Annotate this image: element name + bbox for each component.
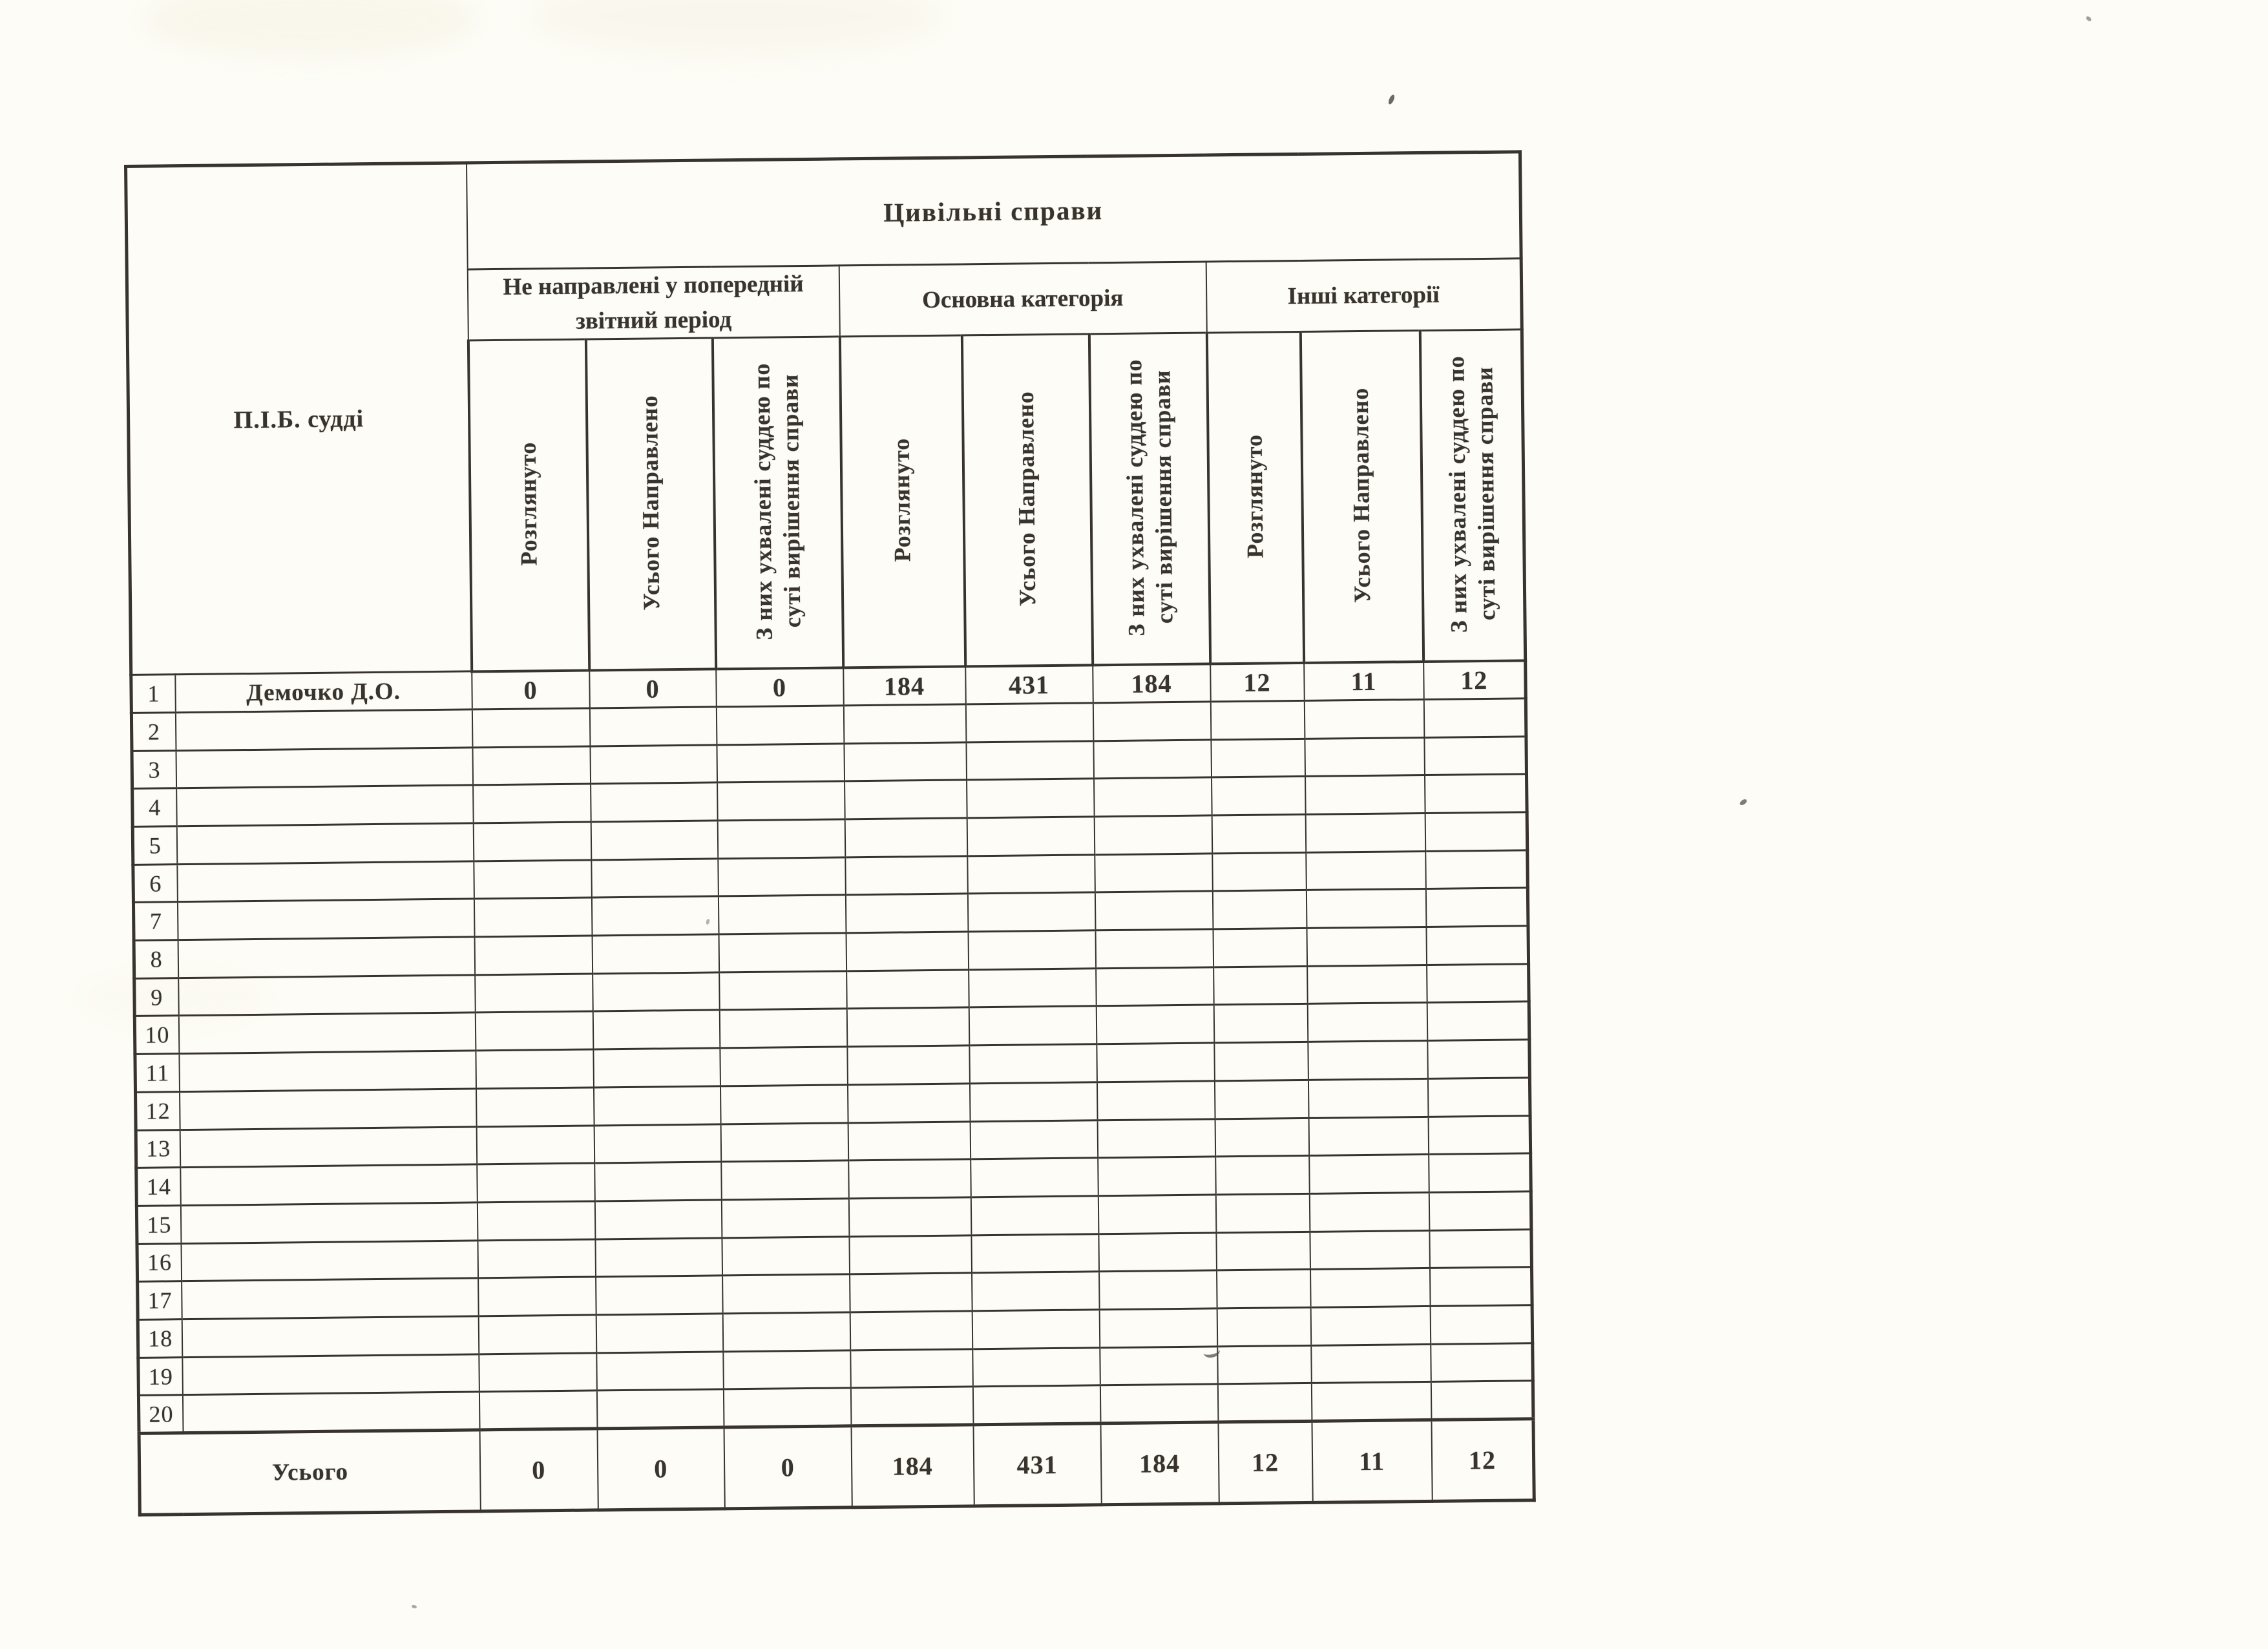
value-cell <box>720 1122 848 1162</box>
row-number-cell: 2 <box>131 713 176 751</box>
value-cell <box>847 1084 970 1123</box>
judge-name-cell <box>177 899 474 940</box>
value-cell <box>1217 1383 1312 1422</box>
value-cell <box>971 1196 1098 1235</box>
value-cell <box>1217 1270 1311 1308</box>
value-cell <box>596 1352 724 1391</box>
group-header-main-category: Основна категорія <box>839 262 1206 337</box>
row-number-cell: 15 <box>136 1206 181 1244</box>
value-cell <box>848 1159 971 1199</box>
value-cell <box>1423 698 1526 737</box>
value-cell <box>1212 814 1306 853</box>
total-value-cell: 184 <box>851 1425 974 1507</box>
judge-name-cell <box>180 1164 478 1205</box>
value-cell <box>846 932 969 971</box>
value-cell <box>1305 737 1425 777</box>
value-cell <box>850 1387 973 1426</box>
total-value-cell: 12 <box>1218 1421 1312 1504</box>
value-cell <box>1304 699 1424 739</box>
value-cell <box>849 1235 972 1274</box>
total-value-cell: 11 <box>1312 1420 1432 1502</box>
value-cell <box>722 1312 850 1352</box>
table-body <box>131 660 1533 1433</box>
value-cell <box>474 860 592 899</box>
value-cell <box>848 1121 971 1161</box>
value-cell <box>972 1347 1100 1387</box>
value-cell <box>1214 1042 1308 1081</box>
value-cell <box>476 1125 594 1164</box>
column-header-total-sent <box>961 334 1092 666</box>
value-cell <box>845 894 968 933</box>
value-cell <box>1427 1002 1529 1040</box>
value-cell <box>1093 702 1211 741</box>
judge-name-cell: Демочко Д.О. <box>175 671 472 712</box>
column-header-label: Розглянуто <box>888 437 916 562</box>
value-cell <box>1096 1005 1214 1044</box>
judge-name-cell <box>178 937 475 978</box>
value-cell <box>846 1007 969 1047</box>
value-cell <box>1215 1156 1310 1195</box>
value-cell <box>479 1353 597 1392</box>
row-number-cell: 5 <box>132 826 177 865</box>
judge-name-cell <box>180 1203 478 1243</box>
value-cell <box>1094 815 1212 855</box>
value-cell <box>472 708 590 748</box>
row-number-cell: 9 <box>134 978 179 1016</box>
value-cell <box>1217 1345 1312 1384</box>
value-cell <box>721 1161 849 1200</box>
totals-label-cell: Усього <box>139 1430 480 1515</box>
value-cell <box>845 856 968 896</box>
title-row <box>126 152 1522 273</box>
column-header-label: З них ухвалені суддею по суті вирішення справи <box>748 362 806 640</box>
judge-name-cell <box>182 1278 479 1319</box>
value-cell <box>1310 1268 1431 1308</box>
value-cell <box>1216 1232 1310 1270</box>
value-cell <box>474 936 593 975</box>
value-cell <box>1308 1078 1428 1118</box>
value-cell <box>969 1006 1097 1045</box>
statistics-table <box>124 150 1536 1517</box>
value-cell <box>478 1239 596 1279</box>
value-cell <box>1215 1118 1309 1157</box>
value-cell <box>596 1389 724 1429</box>
value-cell <box>1096 967 1214 1007</box>
value-cell <box>1427 1040 1530 1078</box>
value-cell <box>477 1201 595 1241</box>
value-cell <box>718 895 846 934</box>
row-number-cell: 1 <box>131 675 176 713</box>
column-header-label: Розглянуто <box>514 441 542 566</box>
row-number-cell: 17 <box>138 1281 182 1319</box>
value-cell <box>971 1234 1099 1273</box>
value-cell <box>473 784 591 823</box>
value-cell <box>1429 1153 1531 1192</box>
judge-name-cell <box>180 1089 477 1129</box>
value-cell <box>591 896 719 936</box>
column-header-label: Розглянуто <box>1241 434 1268 558</box>
value-cell <box>1425 774 1528 813</box>
value-cell <box>967 855 1095 894</box>
value-cell <box>1098 1157 1216 1196</box>
judge-name-cell <box>182 1316 479 1357</box>
column-header-label: Усього Направлено <box>636 394 664 611</box>
value-cell <box>475 974 593 1013</box>
value-cell <box>1097 1081 1215 1120</box>
value-cell <box>968 930 1096 970</box>
value-cell <box>596 1276 723 1315</box>
value-cell <box>591 821 718 860</box>
row-number-cell: 6 <box>133 864 178 902</box>
column-header-label: З них ухвалені суддею по суті вирішення справи <box>1120 358 1178 636</box>
column-header-total-sent <box>1300 331 1423 663</box>
value-cell <box>846 970 969 1009</box>
value-cell <box>967 779 1095 818</box>
value-cell <box>721 1199 849 1238</box>
row-number-cell: 3 <box>132 750 176 788</box>
value-cell <box>476 1087 594 1127</box>
value-cell <box>1217 1307 1311 1346</box>
column-header-decided-on-merits <box>1089 333 1210 665</box>
column-header-total-sent <box>585 338 715 670</box>
value-cell <box>719 933 846 972</box>
value-cell <box>1310 1230 1430 1270</box>
value-cell <box>1431 1381 1533 1420</box>
value-cell <box>967 892 1095 932</box>
value-cell <box>845 818 967 857</box>
value-cell <box>1213 928 1307 967</box>
table-sheet <box>124 150 1533 1517</box>
column-header-considered <box>839 335 965 667</box>
judge-name-cell <box>177 861 474 902</box>
row-number-cell: 14 <box>136 1168 181 1206</box>
value-cell <box>969 1044 1097 1084</box>
value-cell <box>1425 812 1528 851</box>
judge-name-cell <box>179 1051 476 1091</box>
group-header-not-sent-previous-period: Не направлені у попередній звітний період <box>467 266 839 341</box>
value-cell <box>1311 1382 1431 1422</box>
corner-header: П.І.Б. судді <box>126 163 472 675</box>
value-cell <box>479 1391 597 1430</box>
value-cell <box>850 1349 973 1389</box>
value-cell <box>474 898 592 937</box>
value-cell <box>594 1200 722 1239</box>
value-cell <box>1426 926 1529 965</box>
value-cell <box>719 971 847 1011</box>
value-cell <box>596 1314 723 1353</box>
value-cell <box>1093 740 1212 779</box>
judge-name-cell <box>176 823 474 864</box>
row-number-cell: 11 <box>135 1054 180 1092</box>
value-cell <box>594 1162 722 1201</box>
value-cell <box>720 1085 848 1124</box>
total-value-cell: 0 <box>724 1426 852 1509</box>
value-cell <box>969 1082 1097 1122</box>
value-cell <box>717 744 845 783</box>
value-cell <box>1095 891 1213 930</box>
value-cell <box>1429 1229 1532 1268</box>
value-cell <box>1305 814 1425 853</box>
row-number-cell: 4 <box>132 788 177 826</box>
value-cell <box>972 1272 1100 1311</box>
value-cell <box>716 706 844 745</box>
value-cell <box>719 1009 847 1048</box>
value-cell <box>1310 1306 1431 1345</box>
value-cell <box>723 1350 851 1389</box>
value-cell <box>475 1011 593 1051</box>
value-cell: 0 <box>716 667 844 707</box>
value-cell <box>1308 1117 1429 1156</box>
value-cell <box>1100 1384 1218 1423</box>
judge-name-cell <box>175 709 472 750</box>
total-value-cell: 12 <box>1431 1419 1534 1502</box>
value-cell: 0 <box>589 669 717 708</box>
value-cell <box>1425 888 1528 927</box>
value-cell <box>1099 1308 1217 1348</box>
value-cell <box>965 703 1093 742</box>
value-cell <box>1429 1192 1531 1230</box>
value-cell <box>969 969 1097 1008</box>
value-cell <box>847 1045 970 1085</box>
value-cell <box>1213 966 1308 1005</box>
judge-name-cell <box>182 1354 479 1395</box>
value-cell <box>593 1010 720 1049</box>
row-number-cell: 13 <box>136 1129 180 1168</box>
value-cell <box>594 1124 721 1163</box>
row-number-cell: 20 <box>138 1395 183 1433</box>
judge-name-cell <box>176 785 474 826</box>
value-cell <box>1306 851 1426 890</box>
value-cell <box>472 746 591 786</box>
column-header-decided-on-merits <box>712 337 843 669</box>
value-cell <box>971 1158 1098 1197</box>
value-cell <box>1211 739 1305 777</box>
value-cell <box>1212 777 1306 815</box>
value-cell <box>723 1388 851 1427</box>
value-cell <box>1307 927 1427 967</box>
value-cell <box>1309 1155 1429 1194</box>
value-cell <box>1215 1193 1310 1232</box>
value-cell: 11 <box>1304 662 1424 701</box>
value-cell <box>594 1086 721 1126</box>
judge-name-cell <box>176 748 473 788</box>
value-cell <box>718 857 846 897</box>
value-cell <box>476 1049 594 1089</box>
value-cell: 184 <box>843 666 966 706</box>
column-header-label: Усього Направлено <box>1012 390 1041 607</box>
value-cell <box>1431 1343 1533 1381</box>
value-cell <box>593 1048 720 1087</box>
value-cell <box>1210 700 1305 739</box>
judge-name-cell <box>182 1392 479 1433</box>
row-number-cell: 12 <box>136 1092 180 1130</box>
value-cell <box>593 972 720 1012</box>
value-cell <box>1094 777 1212 817</box>
value-cell <box>1309 1192 1429 1232</box>
value-cell <box>590 745 717 784</box>
value-cell <box>1430 1267 1533 1306</box>
value-cell <box>850 1273 972 1312</box>
row-number-cell: 8 <box>134 940 178 978</box>
total-value-cell: 0 <box>479 1429 598 1511</box>
value-cell <box>591 782 718 822</box>
value-cell <box>478 1315 596 1354</box>
judge-name-cell <box>180 1126 477 1167</box>
value-cell <box>1097 1119 1215 1158</box>
column-header-considered <box>468 339 589 671</box>
row-number-cell: 19 <box>138 1357 183 1395</box>
value-cell <box>1427 964 1529 1003</box>
value-cell <box>1095 854 1213 893</box>
value-cell <box>720 1047 848 1086</box>
value-cell <box>1098 1232 1217 1272</box>
total-value-cell: 431 <box>973 1423 1101 1506</box>
value-cell <box>1095 929 1213 969</box>
value-cell <box>1098 1195 1216 1234</box>
total-value-cell: 184 <box>1100 1422 1219 1505</box>
value-cell <box>1424 736 1527 775</box>
value-cell: 12 <box>1210 663 1305 702</box>
value-cell <box>850 1311 972 1350</box>
value-cell <box>844 742 967 782</box>
total-value-cell: 0 <box>597 1427 724 1510</box>
value-cell: 431 <box>965 665 1093 704</box>
value-cell <box>967 817 1095 856</box>
value-cell <box>1311 1344 1431 1383</box>
value-cell <box>1099 1270 1217 1310</box>
value-cell <box>1430 1305 1533 1344</box>
value-cell <box>591 859 719 898</box>
value-cell <box>845 780 967 819</box>
value-cell <box>589 707 717 746</box>
value-cell <box>595 1237 722 1277</box>
value-cell <box>722 1236 850 1276</box>
value-cell <box>843 704 966 744</box>
column-header-label: З них ухвалені суддею по суті вирішення справи <box>1443 355 1500 633</box>
totals-row <box>139 1419 1534 1515</box>
value-cell <box>717 781 845 821</box>
value-cell <box>970 1120 1098 1159</box>
judge-name-cell <box>178 975 476 1016</box>
table-title: Цивільні справи <box>467 152 1522 269</box>
value-cell <box>477 1163 595 1203</box>
row-number-cell: 7 <box>133 902 178 940</box>
value-cell <box>1097 1043 1215 1082</box>
value-cell <box>972 1310 1100 1349</box>
value-cell <box>1100 1347 1218 1386</box>
column-header-decided-on-merits <box>1420 330 1525 662</box>
value-cell <box>722 1274 850 1314</box>
scan-blotch <box>142 0 478 58</box>
column-header-label: Усього Направлено <box>1347 387 1376 603</box>
value-cell <box>1212 890 1307 929</box>
judge-name-cell <box>178 1013 476 1053</box>
value-cell <box>1428 1115 1531 1154</box>
value-cell <box>1425 850 1528 889</box>
row-number-cell: 16 <box>137 1243 182 1281</box>
value-cell <box>473 822 591 861</box>
judge-name-cell <box>181 1240 478 1281</box>
row-number-cell: 10 <box>134 1016 179 1054</box>
value-cell <box>1212 852 1307 891</box>
column-header-considered <box>1206 332 1303 664</box>
row-number-cell: 18 <box>138 1319 182 1358</box>
value-cell <box>848 1197 971 1237</box>
value-cell: 184 <box>1093 664 1211 703</box>
value-cell <box>1305 775 1425 815</box>
value-cell <box>1214 1080 1308 1119</box>
value-cell: 0 <box>472 670 590 709</box>
value-cell <box>1307 1003 1427 1042</box>
value-cell <box>1427 1078 1530 1117</box>
value-cell <box>972 1385 1100 1425</box>
value-cell: 12 <box>1423 660 1526 699</box>
value-cell <box>1307 965 1427 1004</box>
value-cell <box>1308 1041 1428 1080</box>
value-cell <box>717 819 845 859</box>
scan-blotch <box>530 0 943 58</box>
value-cell <box>592 934 719 974</box>
value-cell <box>478 1277 596 1316</box>
value-cell <box>1213 1004 1308 1043</box>
value-cell <box>1306 889 1426 929</box>
value-cell <box>966 740 1094 780</box>
group-header-other-categories: Інші категорії <box>1206 258 1522 333</box>
